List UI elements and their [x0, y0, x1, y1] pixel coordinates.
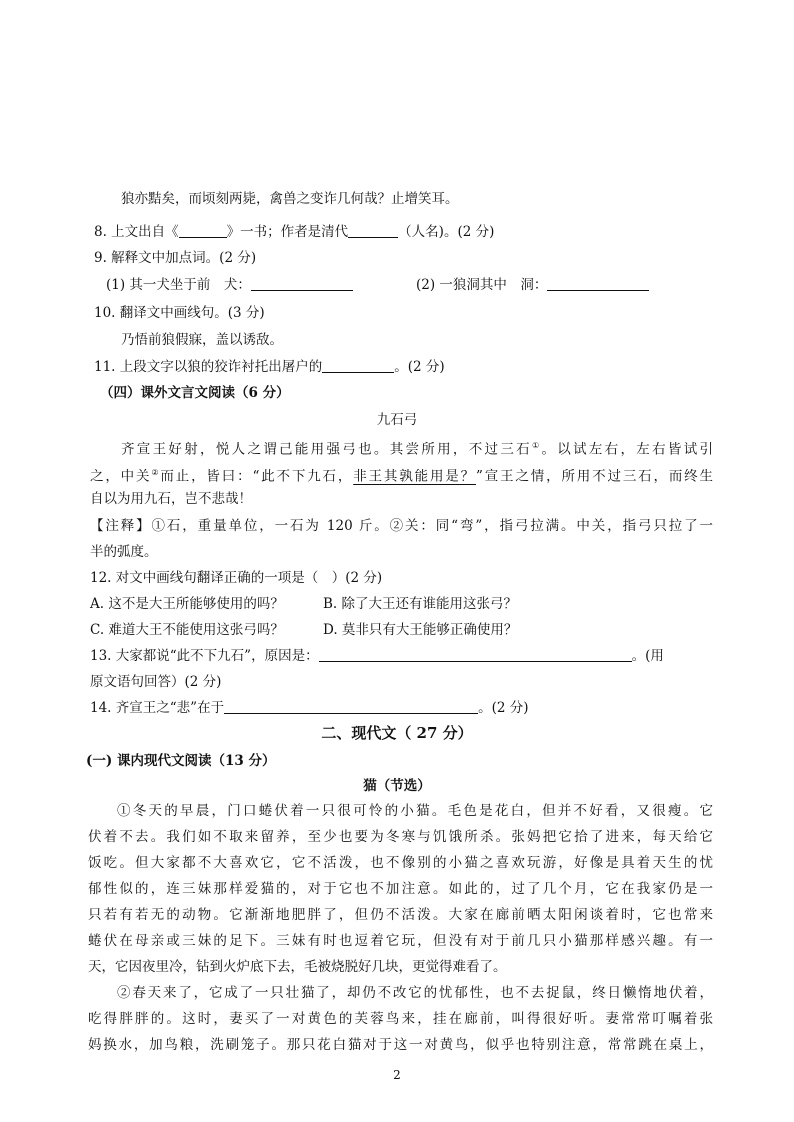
cat-line-4: 郁性似的，连三妹那样爱猫的，对于它也不加注意。如此的，过了几个月，它在我家仍是一 [88, 881, 713, 897]
question-8 [94, 223, 494, 241]
q14-text-a: 14. 齐宣王之“悲”在于 [90, 700, 225, 716]
underlined-sentence: 非王其孰能用是？ [353, 468, 476, 485]
q13-text-a: 13. 大家都说“此不下九石”，原因是： [90, 648, 319, 664]
q9-2-text: (2) 一狼洞其中 洞： [416, 277, 548, 293]
q14-text-b: 。(2 分) [478, 700, 529, 716]
question-11 [94, 358, 445, 376]
cat-line-3: 饭吃。但大家都不大喜欢它，它不活泼，也不像别的小猫之喜欢玩游，好像是具着天生的忧 [88, 855, 713, 871]
blank-9-2 [547, 277, 649, 291]
passage-line-2 [90, 464, 713, 486]
cat-line-7: 天，它因夜里冷，钻到火炉底下去，毛被烧脱好几块，更觉得难看了。 [88, 959, 507, 975]
q8-text-a: 8. 上文出自《 [94, 224, 179, 240]
passage-line-1 [121, 437, 713, 459]
option-a: A. 这不是大王所能够使用的吗？ [90, 596, 284, 612]
section-4-heading: （四）课外文言文阅读（6 分） [100, 385, 290, 401]
cat-line-10: 妈换水，加鸟粮，洗刷笼子。那只花白猫对于这一对黄鸟，似乎也特别注意，常常跳在桌上， [88, 1037, 713, 1053]
q13-text-b: 。(用 [631, 648, 664, 664]
question-9-2 [416, 276, 649, 294]
cat-line-5: 只若有若无的动物。它渐渐地肥胖了，但仍不活泼。大家在廊前晒太阳闲谈着时，它也常来 [88, 907, 713, 923]
blank-11 [322, 359, 394, 373]
p2-a: 之，中关 [90, 468, 152, 485]
cat-line-8: ②春天来了，它成了一只壮猫了，却仍不改它的忧郁性，也不去捉鼠，终日懒惰地伏着， [117, 985, 713, 1001]
question-9-1 [106, 276, 353, 294]
p2-b: 而止，皆曰：“此不下九石， [160, 468, 354, 485]
annotation-line-2: 半的弧度。 [90, 544, 158, 560]
q9-1-text: (1) 其一犬坐于前 犬： [106, 277, 251, 293]
footnote-1-marker: ① [531, 441, 542, 450]
p1-b: 。以试左右，左右皆试引 [541, 441, 714, 458]
question-10: 10. 翻译文中画线句。(3 分) [94, 305, 265, 321]
question-12: 12. 对文中画线句翻译正确的一项是（ ）(2 分) [90, 570, 383, 586]
option-c: C. 难道大王不能使用这张弓吗？ [90, 622, 284, 638]
blank-13 [319, 648, 632, 662]
blank-author [348, 224, 398, 238]
p1-a: 齐宣王好射，悦人之谓己能用强弓也。其尝所用，不过三石 [121, 441, 532, 458]
question-13-cont: 原文语句回答）(2 分) [90, 674, 222, 690]
q11-text-a: 11. 上段文字以狼的狡诈衬托出屠户的 [94, 359, 323, 375]
q8-text-b: 》一书；作者是清代 [226, 224, 349, 240]
cat-line-6: 蜷伏在母亲或三妹的足下。三妹有时也逗着它玩，但没有对于前几只小猫那样感兴趣。有一 [88, 933, 713, 949]
annotation-line-1: 【注释】①石，重量单位，一石为 120 斤。②关：同“弯”，指弓拉满。中关，指弓只拉了一 [90, 518, 713, 534]
cat-line-1: ①冬天的早晨，门口蜷伏着一只很可怜的小猫。毛色是花白，但并不好看，又很瘦。它 [117, 803, 713, 819]
option-b: B. 除了大王还有谁能用这张弓？ [323, 596, 518, 612]
q11-text-b: 。(2 分) [394, 359, 445, 375]
passage-title-mao: 猫（节选） [363, 778, 431, 794]
footnote-2-marker: ② [151, 468, 161, 477]
q8-text-c: （人名)。(2 分) [398, 224, 495, 240]
question-9: 9. 解释文中加点词。(2 分) [94, 250, 257, 266]
cat-line-2: 伏着不去。我们如不取来留养，至少也要为冬寒与饥饿所杀。张妈把它拾了进来，每天给它 [88, 829, 713, 845]
part-2-heading: 二、现代文（ 27 分） [321, 724, 473, 742]
question-14 [90, 699, 529, 717]
page-number: 2 [393, 1068, 401, 1082]
section-1-heading: (一) 课内现代文阅读（13 分） [86, 753, 276, 769]
passage-line-3: 自以为用九石，岂不悲哉！ [90, 491, 252, 507]
question-13 [90, 647, 664, 665]
passage-title-jiushigong: 九石弓 [376, 412, 418, 428]
p2-c: ”宣王之情，所用不过三石，而终生 [476, 468, 714, 485]
blank-14 [224, 700, 478, 714]
option-d: D. 莫非只有大王能够正确使用？ [323, 622, 518, 638]
cat-line-9: 吃得胖胖的。这时，妻买了一对黄色的芙蓉鸟来，挂在廊前，叫得很好听。妻常常叮嘱着张 [88, 1011, 713, 1027]
question-10-sentence: 乃悟前狼假寐，盖以诱敌。 [121, 332, 283, 348]
blank-book-title [179, 224, 227, 238]
line-wolf-end: 狼亦黠矣，而顷刻两毙，禽兽之变诈几何哉？止增笑耳。 [121, 191, 459, 207]
blank-9-1 [251, 277, 353, 291]
